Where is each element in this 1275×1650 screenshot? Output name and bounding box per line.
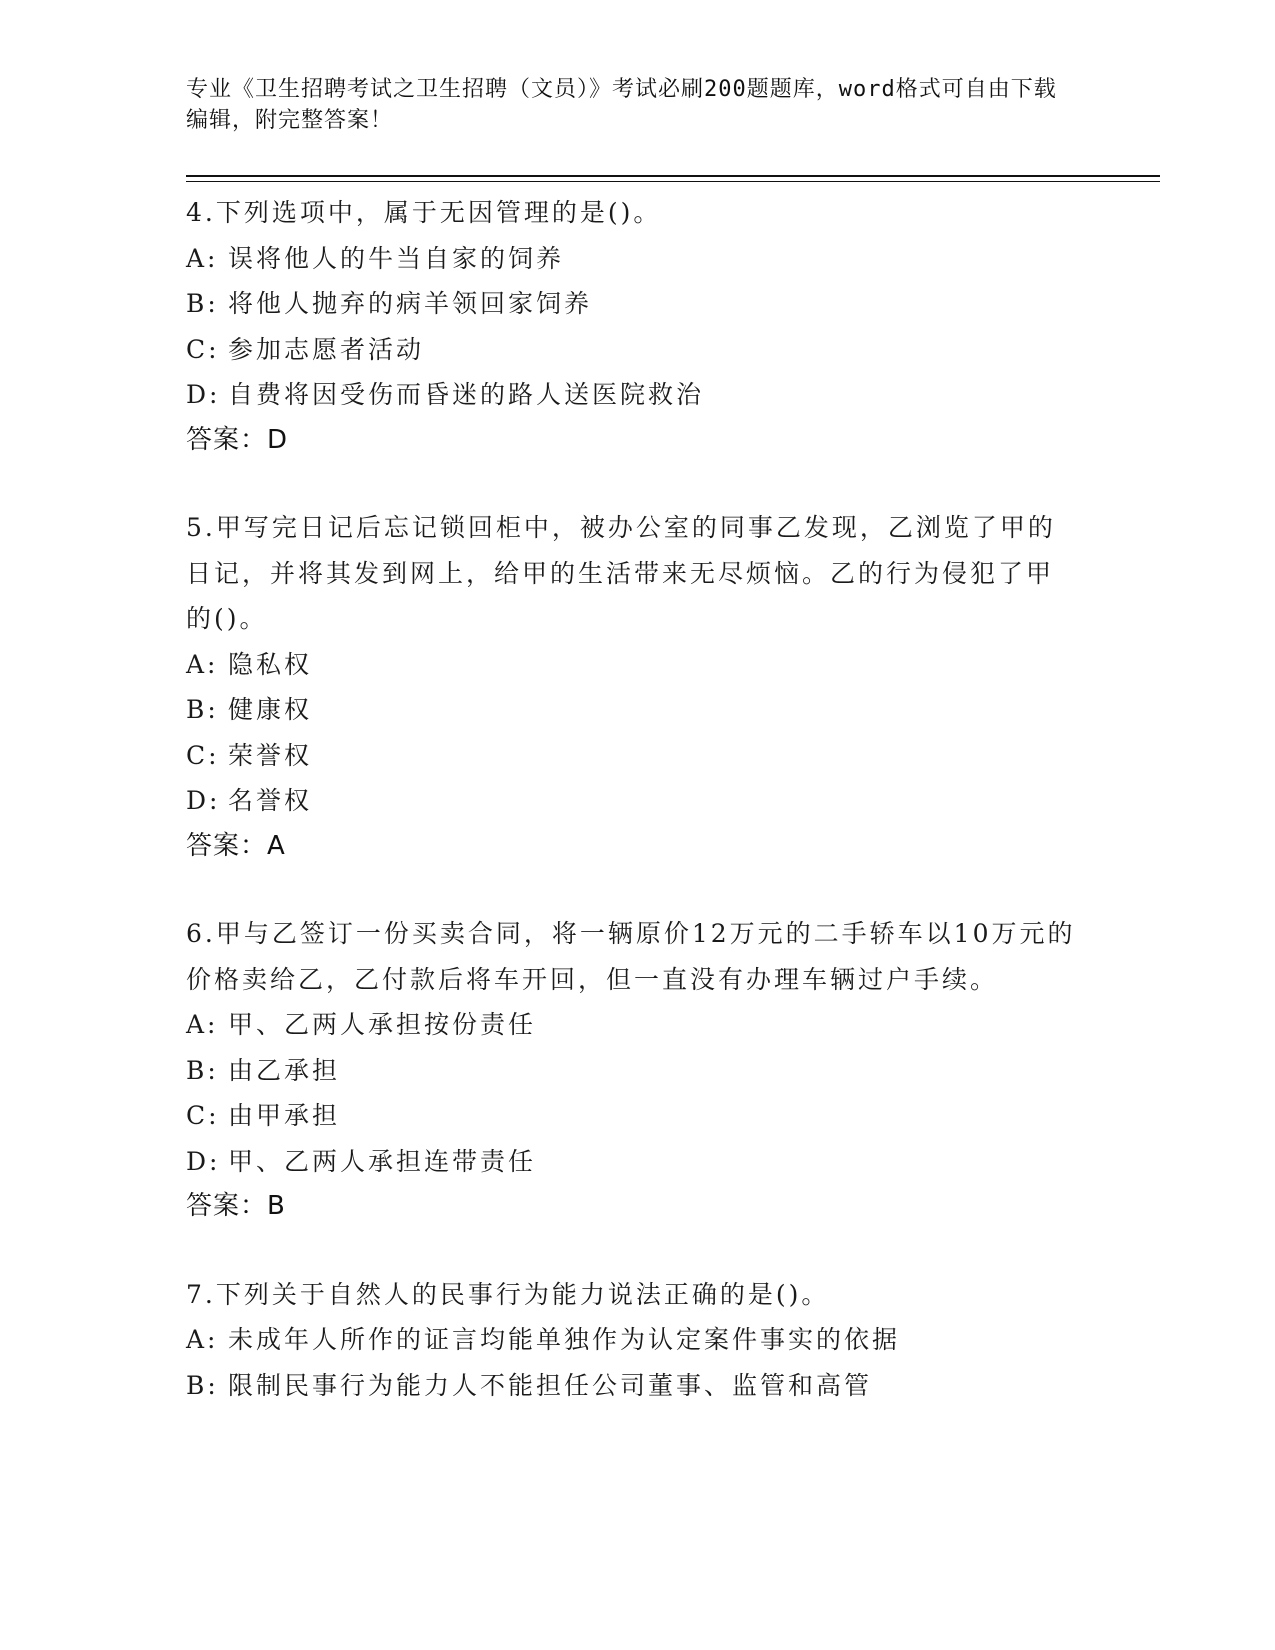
option-text: 隐私权 (228, 649, 313, 679)
question-5 (186, 505, 1076, 869)
answer-line: 答案：D (186, 424, 289, 455)
option-d (186, 778, 1076, 824)
option-text: 自费将因受伤而昏迷的路人送医院救治 (228, 380, 705, 409)
option-text: 将他人抛弃的病羊领回家饲养 (228, 289, 593, 318)
option-key: D: (186, 380, 221, 409)
option-key: C: (186, 740, 220, 770)
option-key: C: (186, 334, 220, 364)
question-6 (186, 911, 1076, 1230)
option-b (186, 1048, 1076, 1094)
option-a (186, 236, 1076, 282)
question-text: 5.甲写完日记后忘记锁回柜中，被办公室的同事乙发现，乙浏览了甲的日记，并将其发到网上，给甲的生活带来无尽烦恼。乙的行为侵犯了甲的()。 (186, 513, 1056, 633)
answer-line: 答案：A (186, 830, 286, 861)
option-key: B: (186, 289, 219, 318)
option-key: A: (186, 1325, 219, 1354)
option-key: A: (186, 243, 219, 273)
option-key: A: (186, 649, 219, 679)
option-a (186, 1317, 1076, 1363)
question-4 (186, 190, 1076, 463)
option-key: D: (186, 1146, 221, 1176)
option-b (186, 281, 1076, 327)
answer-line: 答案：B (186, 1191, 286, 1221)
option-text: 由乙承担 (228, 1055, 341, 1085)
header-divider-thin (186, 181, 1160, 182)
option-key: D: (186, 786, 221, 815)
option-key: B: (186, 695, 219, 724)
option-c (186, 327, 1076, 373)
option-text: 未成年人所作的证言均能单独作为认定案件事实的依据 (228, 1325, 901, 1354)
question-list (186, 190, 1076, 1450)
option-a (186, 1002, 1076, 1048)
question-text: 7.下列关于自然人的民事行为能力说法正确的是()。 (186, 1279, 830, 1309)
option-b (186, 687, 1076, 733)
option-d (186, 372, 1076, 418)
option-d (186, 1139, 1076, 1185)
option-key: C: (186, 1101, 220, 1130)
option-text: 限制民事行为能力人不能担任公司董事、监管和高管 (228, 1370, 873, 1400)
option-text: 甲、乙两人承担连带责任 (228, 1146, 537, 1176)
question-text: 6.甲与乙签订一份买卖合同，将一辆原价12万元的二手轿车以10万元的价格卖给乙，乙付款后将车开回，但一直没有办理车辆过户手续。 (186, 919, 1076, 994)
question-text: 4.下列选项中，属于无因管理的是()。 (186, 198, 662, 227)
option-c (186, 1093, 1076, 1139)
option-key: B: (186, 1370, 219, 1400)
document-intro: 专业《卫生招聘考试之卫生招聘（文员）》考试必刷200题题库，word格式可自由下载编辑，附完整答案！ (186, 77, 1057, 133)
option-text: 由甲承担 (228, 1101, 341, 1130)
option-c (186, 733, 1076, 779)
option-text: 荣誉权 (228, 740, 313, 770)
option-b (186, 1363, 1076, 1409)
question-7 (186, 1272, 1076, 1409)
option-key: A: (186, 1010, 219, 1039)
option-text: 误将他人的牛当自家的饲养 (228, 243, 565, 273)
option-text: 名誉权 (228, 786, 313, 815)
option-text: 健康权 (228, 695, 313, 724)
option-a (186, 642, 1076, 688)
option-text: 参加志愿者活动 (228, 334, 425, 364)
header-divider-thick (186, 175, 1160, 177)
option-key: B: (186, 1055, 219, 1085)
option-text: 甲、乙两人承担按份责任 (228, 1010, 537, 1039)
